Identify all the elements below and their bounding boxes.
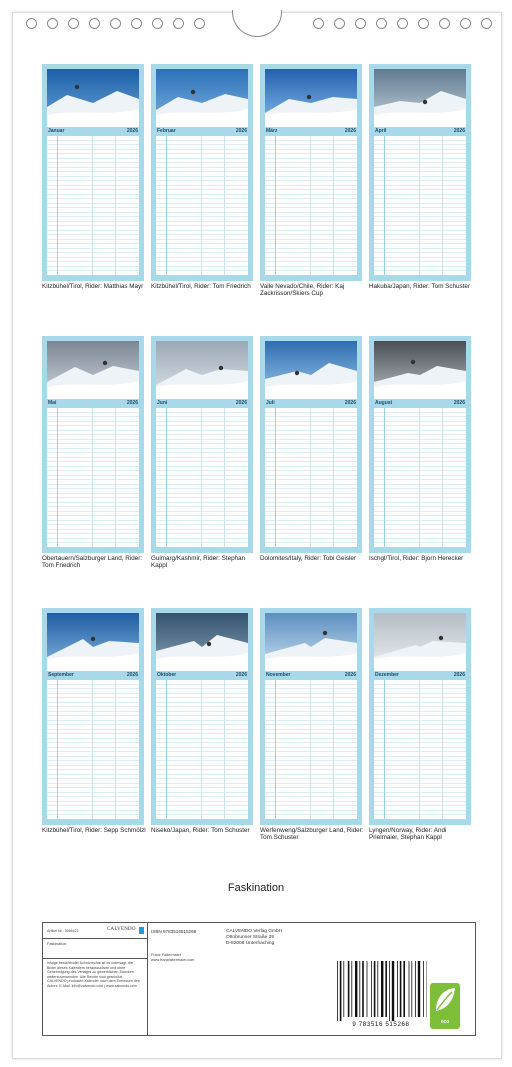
month-year: 2026 [344, 672, 356, 678]
publisher-address [226, 929, 282, 948]
day-grid [374, 408, 466, 547]
binding-hole [355, 18, 366, 29]
month-year: 2026 [126, 128, 138, 134]
publisher-line: Ottobrunner Straße 39 [226, 935, 274, 941]
day-grid [47, 680, 139, 819]
month-name: Juni [157, 400, 168, 406]
month-card [151, 608, 253, 825]
month-year: 2026 [126, 400, 138, 406]
month-year: 2026 [235, 400, 247, 406]
day-grid [156, 680, 248, 819]
month-card [260, 336, 362, 553]
month-card [260, 64, 362, 281]
month-page [42, 336, 144, 570]
month-header [156, 399, 248, 407]
month-card [260, 608, 362, 825]
photo-caption: Valle Nevado/Chile, Rider: Kaj Zackrisson/Skiers Cup [260, 283, 345, 298]
month-photo [156, 69, 248, 127]
imprint-box [42, 922, 476, 1036]
day-grid [47, 408, 139, 547]
month-header [47, 399, 139, 407]
day-grid [47, 136, 139, 275]
publisher-line: D-82008 Unterhaching [226, 941, 275, 947]
month-page [42, 608, 144, 834]
calendar-name: Faskination [47, 942, 67, 946]
month-photo [374, 613, 466, 671]
photo-caption: Kitzbühel/Tirol, Rider: Tom Friedrich [151, 283, 251, 290]
month-year: 2026 [344, 128, 356, 134]
day-grid [265, 680, 357, 819]
imprint-left-column [43, 923, 148, 1035]
photo-caption: Hakuba/Japan, Rider: Tom Schuster [369, 283, 471, 290]
month-header [374, 127, 466, 135]
month-header [265, 671, 357, 679]
eco-badge [430, 983, 460, 1029]
month-photo [47, 613, 139, 671]
binding-hole [313, 18, 324, 29]
author-block [151, 953, 194, 963]
photo-caption: Obertauern/Salzburger Land, Rider: Tom Friedrich [42, 555, 143, 570]
binding-hole [26, 18, 37, 29]
calendar-title: Faskination [227, 882, 285, 894]
binding-hole [110, 18, 121, 29]
day-grid [265, 408, 357, 547]
month-photo [374, 341, 466, 399]
month-photo [47, 341, 139, 399]
month-header [374, 671, 466, 679]
eco-label: eco [440, 1019, 450, 1025]
month-header [47, 671, 139, 679]
month-name: Februar [157, 128, 176, 134]
month-card [42, 64, 144, 281]
binding-hole [68, 18, 79, 29]
binding-hole [334, 18, 345, 29]
month-page [42, 64, 144, 290]
binding-hole [194, 18, 205, 29]
month-name: Mai [48, 400, 57, 406]
month-photo [47, 69, 139, 127]
divider [43, 938, 147, 939]
month-year: 2026 [453, 672, 465, 678]
isbn: ISBN 9783516515268 [151, 929, 197, 934]
month-photo [156, 341, 248, 399]
binding-hole [376, 18, 387, 29]
month-header [156, 671, 248, 679]
month-photo [265, 69, 357, 127]
calvendo-logo-mark [139, 927, 144, 934]
month-page [151, 64, 253, 290]
month-name: Oktober [157, 672, 177, 678]
day-grid [156, 136, 248, 275]
month-page [151, 608, 253, 834]
author-name: Franz Faltermaier [151, 953, 181, 957]
photo-caption: Kitzbühel/Tirol, Rider: Sepp Schmölzl [42, 827, 146, 834]
month-year: 2026 [235, 672, 247, 678]
barcode [335, 961, 427, 1023]
binding-hole [173, 18, 184, 29]
month-name: Dezember [375, 672, 399, 678]
author-url: www.franzfaltermaier.com [151, 957, 195, 962]
month-header [265, 399, 357, 407]
month-card [369, 64, 471, 281]
month-card [151, 336, 253, 553]
month-header [156, 127, 248, 135]
month-photo [374, 69, 466, 127]
day-grid [374, 136, 466, 275]
month-header [374, 399, 466, 407]
month-year: 2026 [453, 128, 465, 134]
legal-text: Infolge bestehender Schutzrechte ist es untersagt, die Bilder dieses Kalenders herauszulösen und ohne Genehmigung des Verlages zu gewerblichen Zwecken weiterzuverwenden. Alle Rechte sind geschützt. CALVENDO produziert Kalender nach dem Ermessen des Autors. E-Mail: info@calvendo.com | www.calvendo.com [47, 961, 140, 988]
month-name: April [375, 128, 387, 134]
month-name: November [266, 672, 291, 678]
month-name: Juli [266, 400, 275, 406]
month-page [260, 608, 362, 842]
photo-caption: Kitzbühel/Tirol, Rider: Matthias Mayr [42, 283, 144, 290]
binding-hole [460, 18, 471, 29]
photo-caption: Gulmarg/Kashmir, Rider: Stephan Kappl [151, 555, 246, 570]
day-grid [156, 408, 248, 547]
photo-caption: Niseko/Japan, Rider: Tom Schuster [151, 827, 250, 834]
binding-holes [0, 18, 512, 30]
photo-caption: Ischgl/Tirol, Rider: Bjorn Herecker [369, 555, 464, 562]
publisher-line: CALVENDO Verlag GmbH [226, 929, 283, 934]
month-card [42, 336, 144, 553]
month-header [47, 127, 139, 135]
month-card [151, 64, 253, 281]
month-name: September [48, 672, 74, 678]
month-name: Januar [48, 128, 65, 134]
calvendo-logo: CALVENDO [107, 927, 136, 932]
photo-caption: Dolomites/Italy, Rider: Tobi Geisler [260, 555, 357, 562]
month-page [260, 336, 362, 562]
month-photo [265, 341, 357, 399]
binding-hole [418, 18, 429, 29]
month-page [151, 336, 253, 570]
month-year: 2026 [235, 128, 247, 134]
month-page [369, 608, 471, 842]
binding-hole [47, 18, 58, 29]
month-page [369, 336, 471, 562]
binding-hole [481, 18, 492, 29]
binding-hole [131, 18, 142, 29]
binding-hole [152, 18, 163, 29]
divider [43, 958, 147, 959]
month-year: 2026 [126, 672, 138, 678]
binding-hole [89, 18, 100, 29]
barcode-bars [335, 961, 427, 1023]
month-page [369, 64, 471, 290]
month-year: 2026 [344, 400, 356, 406]
month-card [42, 608, 144, 825]
barcode-number: 9 783516 515268 [352, 1021, 410, 1028]
photo-caption: Lyngen/Norway, Rider: Andi Prielmaier, Stephan Kappl [369, 827, 447, 842]
photo-caption: Werfenweng/Salzburger Land, Rider: Tom Schuster [260, 827, 364, 842]
month-photo [156, 613, 248, 671]
leaf-icon [430, 983, 460, 1017]
day-grid [374, 680, 466, 819]
month-card [369, 608, 471, 825]
article-number: Artikel Nr.: 3566421 [47, 929, 79, 933]
month-year: 2026 [453, 400, 465, 406]
month-photo [265, 613, 357, 671]
binding-hole [439, 18, 450, 29]
month-name: August [375, 400, 393, 406]
month-card [369, 336, 471, 553]
month-name: März [266, 128, 278, 134]
binding-hole [397, 18, 408, 29]
month-page [260, 64, 362, 298]
day-grid [265, 136, 357, 275]
month-header [265, 127, 357, 135]
